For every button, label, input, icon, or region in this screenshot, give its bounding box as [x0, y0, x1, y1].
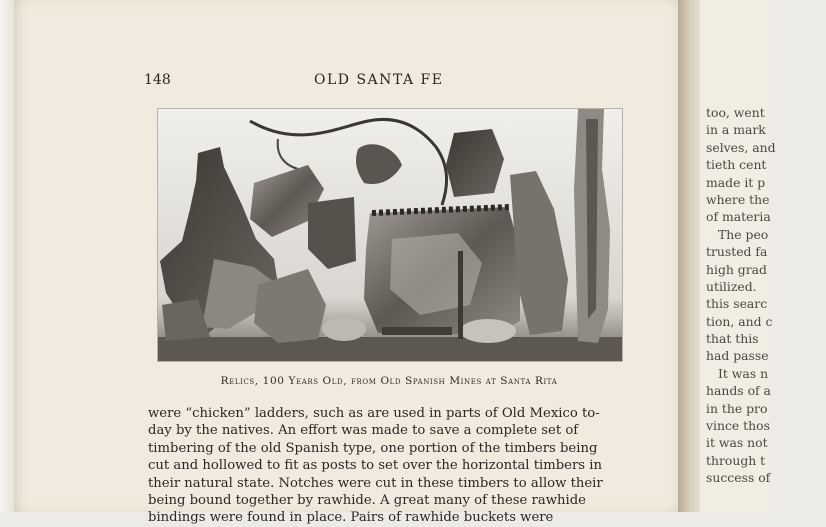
facing-line: had passe [706, 348, 769, 364]
facing-line: It was n [718, 365, 769, 381]
left-page [14, 0, 692, 526]
facing-line: made it p [706, 174, 766, 190]
facing-line: hands of a [706, 383, 771, 399]
facing-line: in the pro [706, 400, 768, 416]
facing-page [700, 0, 776, 512]
facing-line: in a mark [706, 122, 766, 138]
body-line: cut and hollowed to fit as posts to set over the horizontal timbers in [148, 458, 602, 474]
relics-photo-illustration [158, 109, 622, 361]
facing-line: through t [706, 452, 766, 468]
facing-line: that this [706, 331, 759, 347]
page-number: 148 [144, 72, 171, 88]
facing-line: The peo [718, 226, 769, 242]
facing-line: of materia [706, 209, 771, 225]
facing-line: utilized. [706, 278, 757, 294]
body-line: bindings were found in place. Pairs of rawhide buckets were [148, 510, 554, 526]
facing-line: tion, and c [706, 313, 773, 329]
running-title: OLD SANTA FE [314, 72, 444, 88]
figure-caption: Relics, 100 Years Old, from Old Spanish Mines at Santa Rita [220, 375, 558, 387]
body-line: their natural state. Notches were cut in these timbers to allow their [148, 475, 603, 491]
running-head [14, 72, 692, 92]
body-line: being bound together by rawhide. A great many of these rawhide [148, 492, 586, 508]
facing-line: tieth cent [706, 157, 767, 173]
facing-line: trusted fa [706, 244, 768, 260]
facing-line: success of [706, 470, 771, 486]
facing-line: too, went [706, 105, 765, 120]
body-text [148, 405, 648, 526]
relics-photograph [157, 108, 623, 362]
body-line: day by the natives. An effort was made to save a complete set of [148, 423, 579, 439]
facing-line: high grad [706, 261, 767, 277]
facing-line: it was not [706, 435, 768, 451]
facing-line: selves, and [706, 139, 776, 155]
facing-line: vince thos [706, 418, 770, 434]
facing-line: where the [706, 191, 770, 207]
facing-page-text [706, 104, 826, 487]
body-line: were “chicken” ladders, such as are used in parts of Old Mexico to- [148, 406, 600, 421]
body-line: timbering of the old Spanish type, one portion of the timbers being [148, 440, 598, 456]
facing-line: this searc [706, 296, 768, 312]
